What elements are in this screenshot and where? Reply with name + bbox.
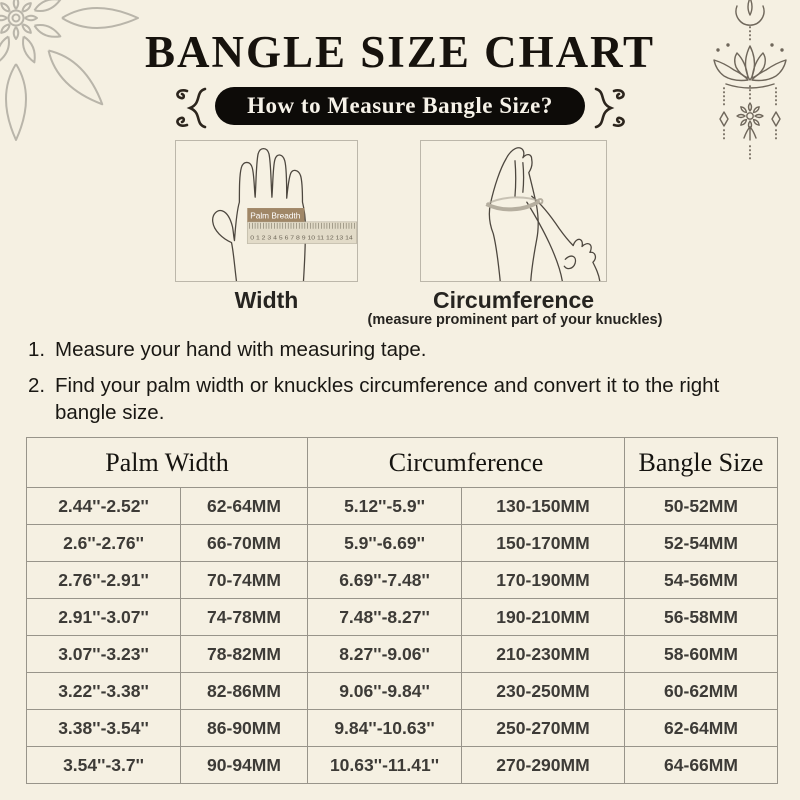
table-cell: 3.54''-3.7'': [27, 747, 181, 784]
table-cell: 60-62MM: [625, 673, 778, 710]
table-cell: 7.48''-8.27'': [308, 599, 462, 636]
table-cell: 3.22''-3.38'': [27, 673, 181, 710]
table-cell: 56-58MM: [625, 599, 778, 636]
circumference-note: (measure prominent part of your knuckles): [367, 312, 663, 328]
bangle-size-table: [26, 437, 778, 784]
table-cell: 90-94MM: [181, 747, 308, 784]
table-cell: 2.91''-3.07'': [27, 599, 181, 636]
table-cell: 2.44''-2.52'': [27, 488, 181, 525]
table-cell: 82-86MM: [181, 673, 308, 710]
table-cell: 230-250MM: [462, 673, 625, 710]
table-cell: 2.76''-2.91'': [27, 562, 181, 599]
table-cell: 2.6''-2.76'': [27, 525, 181, 562]
table-cell: 9.06''-9.84'': [308, 673, 462, 710]
hand-with-tape-icon: [421, 141, 606, 281]
table-cell: 3.38''-3.54'': [27, 710, 181, 747]
instruction-text: Find your palm width or knuckles circumference and convert it to the right bangle size.: [55, 374, 720, 425]
table-row: [27, 599, 778, 636]
table-cell: 150-170MM: [462, 525, 625, 562]
table-row: [27, 636, 778, 673]
instruction-number: 2.: [28, 374, 46, 398]
table-cell: 58-60MM: [625, 636, 778, 673]
table-cell: 190-210MM: [462, 599, 625, 636]
header-circumference: Circumference: [308, 438, 625, 488]
table-row: [27, 710, 778, 747]
table-row: [27, 747, 778, 784]
table-cell: 5.9''-6.69'': [308, 525, 462, 562]
banner-row: [0, 84, 800, 130]
table-cell: 74-78MM: [181, 599, 308, 636]
page-title: BANGLE SIZE CHART: [144, 27, 656, 77]
table-cell: 9.84''-10.63'': [308, 710, 462, 747]
table-cell: 62-64MM: [181, 488, 308, 525]
hand-with-ruler-icon: [176, 141, 357, 281]
table-cell: 270-290MM: [462, 747, 625, 784]
table-cell: 70-74MM: [181, 562, 308, 599]
circumference-illustration: [420, 140, 607, 282]
palm-breadth-label: Palm Breadth: [250, 211, 301, 221]
table-header-row: [27, 438, 778, 488]
table-cell: 10.63''-11.41'': [308, 747, 462, 784]
table-cell: 50-52MM: [625, 488, 778, 525]
how-to-measure-banner: How to Measure Bangle Size?: [215, 87, 585, 125]
table-cell: 170-190MM: [462, 562, 625, 599]
table-row: [27, 488, 778, 525]
table-cell: 52-54MM: [625, 525, 778, 562]
table-cell: 130-150MM: [462, 488, 625, 525]
flourish-left-icon: [172, 86, 210, 130]
table-cell: 66-70MM: [181, 525, 308, 562]
header-bangle-size: Bangle Size: [625, 438, 778, 488]
table-row: [27, 673, 778, 710]
width-caption: Width: [234, 287, 299, 313]
header-palm-width: Palm Width: [27, 438, 308, 488]
table-cell: 54-56MM: [625, 562, 778, 599]
instruction-item-2: [28, 372, 744, 426]
table-cell: 78-82MM: [181, 636, 308, 673]
table-cell: 250-270MM: [462, 710, 625, 747]
circumference-caption: Circumference: [432, 287, 595, 313]
instruction-number: 1.: [28, 338, 46, 361]
instruction-text: Measure your hand with measuring tape.: [55, 338, 427, 361]
table-cell: 5.12''-5.9'': [308, 488, 462, 525]
table-cell: 6.69''-7.48'': [308, 562, 462, 599]
flourish-right-icon: [591, 86, 629, 130]
palm-width-illustration: [175, 140, 358, 282]
table-cell: 64-66MM: [625, 747, 778, 784]
table-cell: 210-230MM: [462, 636, 625, 673]
table-cell: 86-90MM: [181, 710, 308, 747]
ruler-numbers: 0 1 2 3 4 5 6 7 8 9 10 11 12 13 14: [250, 235, 353, 242]
table-cell: 62-64MM: [625, 710, 778, 747]
table-row: [27, 525, 778, 562]
table-row: [27, 562, 778, 599]
instruction-item-1: [28, 336, 744, 363]
table-cell: 8.27''-9.06'': [308, 636, 462, 673]
table-cell: 3.07''-3.23'': [27, 636, 181, 673]
instructions-list: [28, 336, 744, 435]
